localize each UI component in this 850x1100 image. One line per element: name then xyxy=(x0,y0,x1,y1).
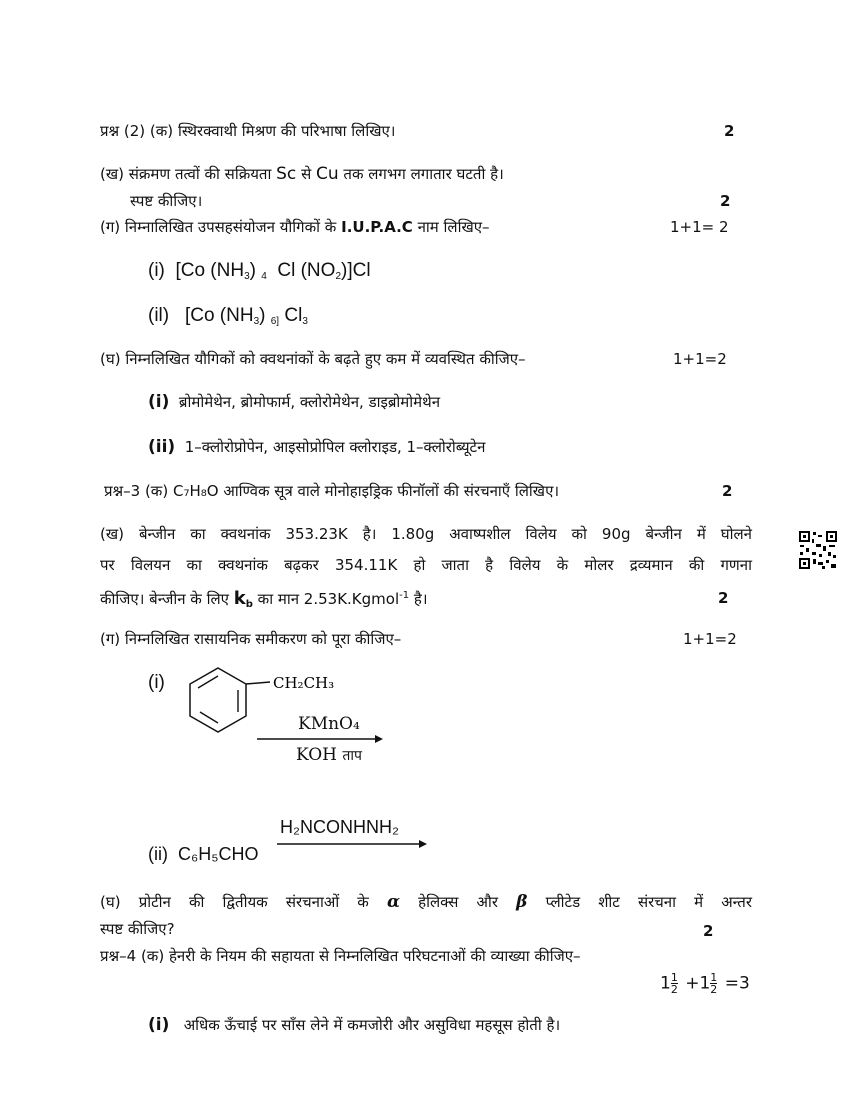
complex-ii-main: [Co (NH xyxy=(184,305,254,326)
q3a-text: आण्विक सूत्र वाले मोनोहाइड्रिक फीनॉलों की संरचनाएँ लिखिए। xyxy=(223,482,560,500)
double-bond-3 xyxy=(200,712,218,723)
q3d-beta: β xyxy=(516,892,528,912)
q2d-ii xyxy=(148,438,485,456)
complex-ii-sub3: 3 xyxy=(253,316,260,327)
complex-i-sub3: 3 xyxy=(244,271,250,282)
arrow-ii xyxy=(275,838,435,850)
q3d-marks: 2 xyxy=(703,922,714,940)
complex-i xyxy=(148,260,371,282)
q2c-marks: 1+1= 2 xyxy=(670,218,729,236)
q2c-text-pre: (ग) निम्नालिखित उपसहसंयोजन यौगिकों के xyxy=(100,218,337,236)
q2b-line2: स्पष्ट कीजिए। xyxy=(130,192,203,210)
q3d-line2: स्पष्ट कीजिए? xyxy=(100,920,175,938)
complex-ii-cl: Cl xyxy=(284,305,303,326)
q3b-kb-sub: b xyxy=(245,599,253,610)
q2b-mid: से xyxy=(301,165,312,183)
q3c-marks: 1+1=2 xyxy=(683,630,737,648)
q4a-frac2 xyxy=(710,972,717,995)
complex-ii-close: ) xyxy=(259,305,266,326)
q3c-ii-label: (ii) xyxy=(148,844,168,864)
q3b-exp: -1 xyxy=(399,590,410,601)
q2d-i-text: ब्रोमोमेथेन, ब्रोमोफार्म, क्लोरोमेथेन, डाइब्रोमोमेथेन xyxy=(178,393,441,411)
q3b-line2: पर विलयन का क्वथनांक बढ़कर 354.11K हो जाता है विलेय के मोलर द्रव्यमान की गणना xyxy=(100,556,752,574)
reagent-koh xyxy=(296,745,362,765)
q2d-ii-label: (ii) xyxy=(148,437,176,457)
complex-i-sub4: 4 xyxy=(261,271,267,282)
q3d-alpha: α xyxy=(386,892,401,912)
q4a-line: प्रश्न–4 (क) हेनरी के नियम की सहायता से निम्नलिखित परिघटनाओं की व्याख्या कीजिए– xyxy=(100,947,581,965)
q2c-text-post: नाम लिखिए– xyxy=(417,218,490,236)
q3a-formula: C₇H₈O xyxy=(172,482,219,500)
q2d-ii-text: 1–क्लोरोप्रोपेन, आइसोप्रोपिल क्लोराइड, 1–क्लोरोब्यूटेन xyxy=(184,438,486,456)
q2d-marks: 1+1=2 xyxy=(673,350,727,368)
complex-ii-label: (il) xyxy=(148,305,170,326)
reagent-koh-text: KOH xyxy=(296,745,338,765)
q4a-i xyxy=(148,1016,560,1034)
ethylbenzene-structure xyxy=(180,650,400,770)
reagent-heat: ताप xyxy=(342,748,362,764)
q3c-line: (ग) निम्नलिखित रासायनिक समीकरण को पूरा कीजिए– xyxy=(100,630,402,648)
q4a-marks-total: =3 xyxy=(724,973,750,994)
q3d-line1 xyxy=(100,893,752,911)
q2b-cu: Cu xyxy=(315,164,339,184)
q4a-marks-plus: +1 xyxy=(685,973,711,994)
complex-i-label: (i) xyxy=(148,260,165,281)
complex-i-main: [Co (NH xyxy=(175,260,245,281)
q3d-line1-pre: (घ) प्रोटीन की द्वितीयक संरचनाओं के xyxy=(100,893,369,911)
q2a-marks: 2 xyxy=(724,122,735,140)
complex-ii xyxy=(148,305,308,327)
complex-ii-sub6: 6] xyxy=(270,316,280,327)
substituent-bond xyxy=(246,682,270,684)
q3b-line3 xyxy=(100,587,428,614)
q4a-marks xyxy=(660,972,750,995)
q3b-line3-post: है। xyxy=(413,590,428,608)
q2b-line1 xyxy=(100,165,504,183)
q2a-prefix: प्रश्न (2) (क) xyxy=(100,122,174,140)
q4a-marks-whole1: 1 xyxy=(660,973,671,994)
q3c-i-label: (i) xyxy=(148,672,165,693)
q4a-frac1-den: 2 xyxy=(670,983,678,996)
q2a-line xyxy=(100,122,395,140)
q2d-i-label: (i) xyxy=(148,392,170,412)
q2d-i xyxy=(148,393,440,411)
q3b-line3-mid: का मान 2.53K.Kgmol xyxy=(257,590,400,608)
complex-i-cl: Cl (NO xyxy=(277,260,336,281)
q3a-line xyxy=(104,482,559,500)
q3d-line1-mid: हेलिक्स और xyxy=(418,893,499,911)
reagent-kmno4: KMnO₄ xyxy=(298,714,360,734)
q3a-prefix: प्रश्न–3 (क) xyxy=(104,482,169,500)
q4a-i-text: अधिक ऊँचाई पर साँस लेने में कमजोरी और असुविधा महसूस होती है। xyxy=(183,1016,561,1034)
q2d-line: (घ) निम्नलिखित यौगिकों को क्वथनांकों के बढ़ते हुए कम में व्यवस्थित कीजिए– xyxy=(100,350,526,368)
substituent-label: CH₂CH₃ xyxy=(273,674,335,692)
q3b-line1: (ख) बेन्जीन का क्वथनांक 353.23K है। 1.80g अवाष्पशील विलेय को 90g बेन्जीन में घोलने xyxy=(100,525,752,543)
q2b-marks: 2 xyxy=(720,192,731,210)
q2b-text-pre: (ख) संक्रमण तत्वों की सक्रियता xyxy=(100,165,272,183)
reagent-semicarbazide: H₂NCONHNH₂ xyxy=(280,817,399,837)
complex-i-sub2: 2 xyxy=(335,271,341,282)
complex-i-end: )]Cl xyxy=(341,260,371,281)
q3a-marks: 2 xyxy=(722,482,733,500)
q2a-text: स्थिरक्वाथी मिश्रण की परिभाषा लिखिए। xyxy=(177,122,396,140)
q4a-frac2-den: 2 xyxy=(710,983,718,996)
q2b-sc: Sc xyxy=(276,164,297,184)
q2c-iupac: I.U.P.A.C xyxy=(341,218,413,236)
qr-code xyxy=(798,530,838,570)
q4a-frac1-num: 1 xyxy=(670,971,678,984)
q3b-kb: k xyxy=(233,588,246,609)
q3b-line3-pre: कीजिए। बेन्जीन के लिए xyxy=(100,590,229,608)
q3c-ii xyxy=(148,844,259,865)
q4a-i-label: (i) xyxy=(148,1015,170,1035)
complex-ii-sub3b: 3 xyxy=(302,316,308,327)
q2c-line xyxy=(100,218,490,236)
arrow-i xyxy=(255,733,385,745)
q4a-frac2-num: 1 xyxy=(710,971,718,984)
q3d-line1-post: प्लीटेड शीट संरचना में अन्तर xyxy=(545,893,752,911)
q4a-frac1 xyxy=(671,972,678,995)
q3c-ii-reactant: C₆H₅CHO xyxy=(178,844,259,864)
q3b-marks: 2 xyxy=(718,589,729,607)
complex-i-close: ) xyxy=(249,260,256,281)
q2b-text-post: तक लगभग लगातार घटती है। xyxy=(343,165,504,183)
